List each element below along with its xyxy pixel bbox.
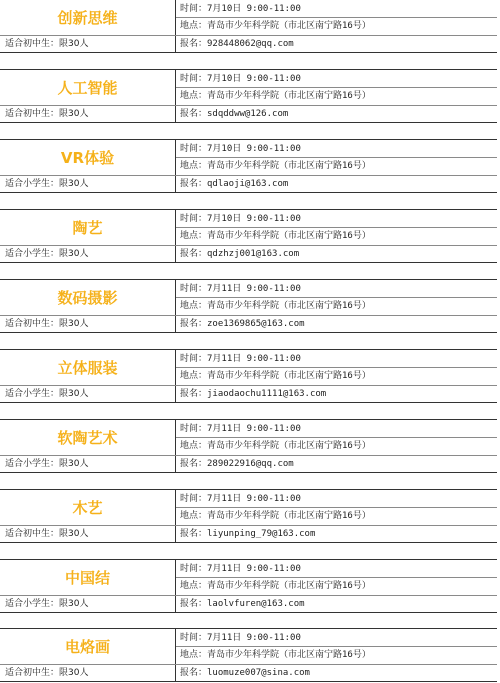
column-divider xyxy=(175,629,176,681)
course-title: 创新思维 xyxy=(57,9,118,27)
column-divider xyxy=(175,350,176,402)
course-signup-email: 报名：luomuze007@sina.com xyxy=(180,668,310,678)
course-place: 地点：青岛市少年科学院（市北区南宁路16号） xyxy=(180,650,371,660)
course-place: 地点：青岛市少年科学院（市北区南宁路16号） xyxy=(180,231,371,241)
course-block-10 xyxy=(0,628,497,682)
column-divider xyxy=(175,140,176,192)
course-signup-email: 报名：sdqddww@126.com xyxy=(180,109,289,119)
course-signup-email: 报名：liyunping_79@163.com xyxy=(180,529,316,539)
course-audience: 适合初中生：限30人 xyxy=(5,529,89,539)
course-audience: 适合初中生：限30人 xyxy=(5,319,89,329)
course-place: 地点：青岛市少年科学院（市北区南宁路16号） xyxy=(180,21,371,31)
course-time: 时间：7月11日 9:00-11:00 xyxy=(180,284,301,294)
course-block-3 xyxy=(0,139,497,193)
course-audience: 适合小学生：限30人 xyxy=(5,389,89,399)
course-title: 人工智能 xyxy=(57,79,118,97)
course-place: 地点：青岛市少年科学院（市北区南宁路16号） xyxy=(180,581,371,591)
course-signup-email: 报名：jiaodaochu1111@163.com xyxy=(180,389,327,399)
course-place: 地点：青岛市少年科学院（市北区南宁路16号） xyxy=(180,301,371,311)
course-place: 地点：青岛市少年科学院（市北区南宁路16号） xyxy=(180,371,371,381)
course-place: 地点：青岛市少年科学院（市北区南宁路16号） xyxy=(180,441,371,451)
course-audience: 适合小学生：限30人 xyxy=(5,599,89,609)
column-divider xyxy=(175,560,176,612)
course-title: VR体验 xyxy=(60,149,115,167)
course-time: 时间：7月11日 9:00-11:00 xyxy=(180,354,301,364)
course-block-1 xyxy=(0,0,497,53)
course-title: 软陶艺术 xyxy=(57,429,118,447)
course-title: 立体服装 xyxy=(57,359,118,377)
course-time: 时间：7月10日 9:00-11:00 xyxy=(180,214,301,224)
course-signup-email: 报名：qdzhzj001@163.com xyxy=(180,249,300,259)
course-place: 地点：青岛市少年科学院（市北区南宁路16号） xyxy=(180,511,371,521)
course-signup-email: 报名：928448062@qq.com xyxy=(180,39,294,49)
column-divider xyxy=(175,280,176,332)
course-signup-email: 报名：zoe1369865@163.com xyxy=(180,319,305,329)
column-divider xyxy=(175,210,176,262)
course-audience: 适合初中生：限30人 xyxy=(5,39,89,49)
course-place: 地点：青岛市少年科学院（市北区南宁路16号） xyxy=(180,91,371,101)
column-divider xyxy=(175,0,176,52)
course-block-4 xyxy=(0,209,497,263)
course-block-9 xyxy=(0,559,497,613)
course-audience: 适合初中生：限30人 xyxy=(5,668,89,678)
course-time: 时间：7月10日 9:00-11:00 xyxy=(180,144,301,154)
course-signup-email: 报名：289022916@qq.com xyxy=(180,459,294,469)
course-audience: 适合小学生：限30人 xyxy=(5,179,89,189)
course-block-2 xyxy=(0,69,497,123)
course-time: 时间：7月11日 9:00-11:00 xyxy=(180,424,301,434)
column-divider xyxy=(175,490,176,542)
course-audience: 适合小学生：限30人 xyxy=(5,459,89,469)
course-audience: 适合小学生：限30人 xyxy=(5,249,89,259)
course-title: 木艺 xyxy=(72,499,103,517)
course-time: 时间：7月10日 9:00-11:00 xyxy=(180,4,301,14)
course-block-6 xyxy=(0,349,497,403)
course-audience: 适合初中生：限30人 xyxy=(5,109,89,119)
course-block-7 xyxy=(0,419,497,473)
course-time: 时间：7月10日 9:00-11:00 xyxy=(180,74,301,84)
course-time: 时间：7月11日 9:00-11:00 xyxy=(180,494,301,504)
course-title: 陶艺 xyxy=(72,219,103,237)
course-signup-email: 报名：laolvfuren@163.com xyxy=(180,599,305,609)
course-time: 时间：7月11日 9:00-11:00 xyxy=(180,633,301,643)
course-block-8 xyxy=(0,489,497,543)
course-block-5 xyxy=(0,279,497,333)
course-title: 中国结 xyxy=(64,569,110,587)
column-divider xyxy=(175,420,176,472)
course-time: 时间：7月11日 9:00-11:00 xyxy=(180,564,301,574)
course-title: 数码摄影 xyxy=(57,289,118,307)
course-signup-email: 报名：qdlaoji@163.com xyxy=(180,179,289,189)
course-title: 电烙画 xyxy=(64,638,110,656)
course-place: 地点：青岛市少年科学院（市北区南宁路16号） xyxy=(180,161,371,171)
column-divider xyxy=(175,70,176,122)
